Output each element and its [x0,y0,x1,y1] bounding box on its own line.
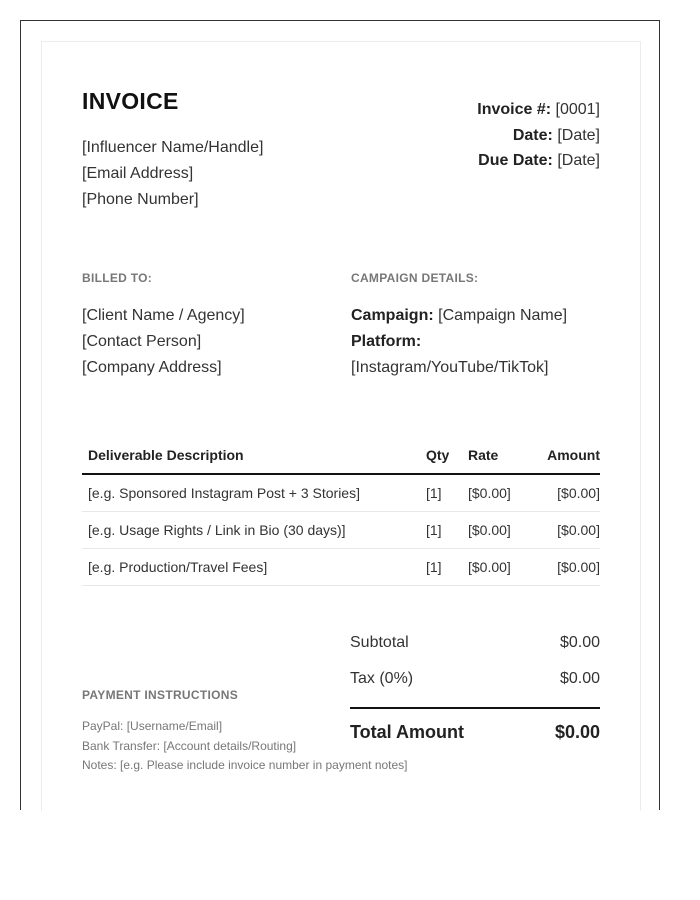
row-description: [e.g. Sponsored Instagram Post + 3 Stories] [82,474,426,512]
header-qty: Qty [426,437,466,474]
platform-label-text: Platform: [351,333,422,350]
campaign-details-label: CAMPAIGN DETAILS: [351,271,479,285]
invoice-number-value: [0001] [555,101,600,118]
payment-paypal: PayPal: [Username/Email] [82,719,223,733]
invoice-due-date-value: [Date] [557,152,600,169]
payment-bank: Bank Transfer: [Account details/Routing] [82,739,297,753]
sender-name: [Influencer Name/Handle] [82,139,264,156]
subtotal-value: $0.00 [559,634,600,651]
row-amount: [$0.00] [538,549,600,586]
campaign-label: Campaign: [351,307,434,324]
company-address: [Company Address] [82,359,222,376]
deliverables-table [82,437,600,586]
total-divider [350,707,600,709]
row-qty: [1] [426,549,466,586]
invoice-due-date [478,152,600,170]
platform-label [351,333,421,351]
header-rate: Rate [466,437,538,474]
row-amount: [$0.00] [538,474,600,512]
row-description: [e.g. Usage Rights / Link in Bio (30 days)] [82,512,426,549]
row-description: [e.g. Production/Travel Fees] [82,549,426,586]
invoice-number-label: Invoice #: [477,101,552,118]
invoice-date-label: Date: [512,127,553,144]
row-amount: [$0.00] [538,512,600,549]
total-amount-value: $0.00 [554,722,600,742]
invoice-due-date-label: Due Date: [478,152,553,169]
row-qty: [1] [426,512,466,549]
tax-label: Tax (0%) [350,670,414,687]
client-name: [Client Name / Agency] [82,307,245,324]
invoice-number [477,101,600,119]
invoice-title: INVOICE [82,88,179,114]
sender-email: [Email Address] [82,165,194,182]
invoice-date-value: [Date] [557,127,600,144]
contact-person: [Contact Person] [82,333,202,350]
tax-value: $0.00 [559,670,600,687]
payment-notes: Notes: [e.g. Please include invoice number in payment notes] [82,758,408,772]
header-amount: Amount [538,437,600,474]
row-qty: [1] [426,474,466,512]
sender-phone: [Phone Number] [82,191,199,208]
table-row [82,512,600,549]
table-row [82,474,600,512]
invoice-date [513,127,600,145]
subtotal-label: Subtotal [350,634,409,651]
row-rate: [$0.00] [466,549,538,586]
table-header-row [82,437,600,474]
row-rate: [$0.00] [466,512,538,549]
campaign-value: [Campaign Name] [438,307,568,324]
billed-to-label: BILLED TO: [82,271,153,285]
campaign-line [351,307,567,325]
payment-instructions-label: PAYMENT INSTRUCTIONS [82,688,239,702]
total-amount-label: Total Amount [350,722,464,742]
table-row [82,549,600,586]
platform-value: [Instagram/YouTube/TikTok] [351,359,549,376]
row-rate: [$0.00] [466,474,538,512]
header-description: Deliverable Description [82,437,426,474]
